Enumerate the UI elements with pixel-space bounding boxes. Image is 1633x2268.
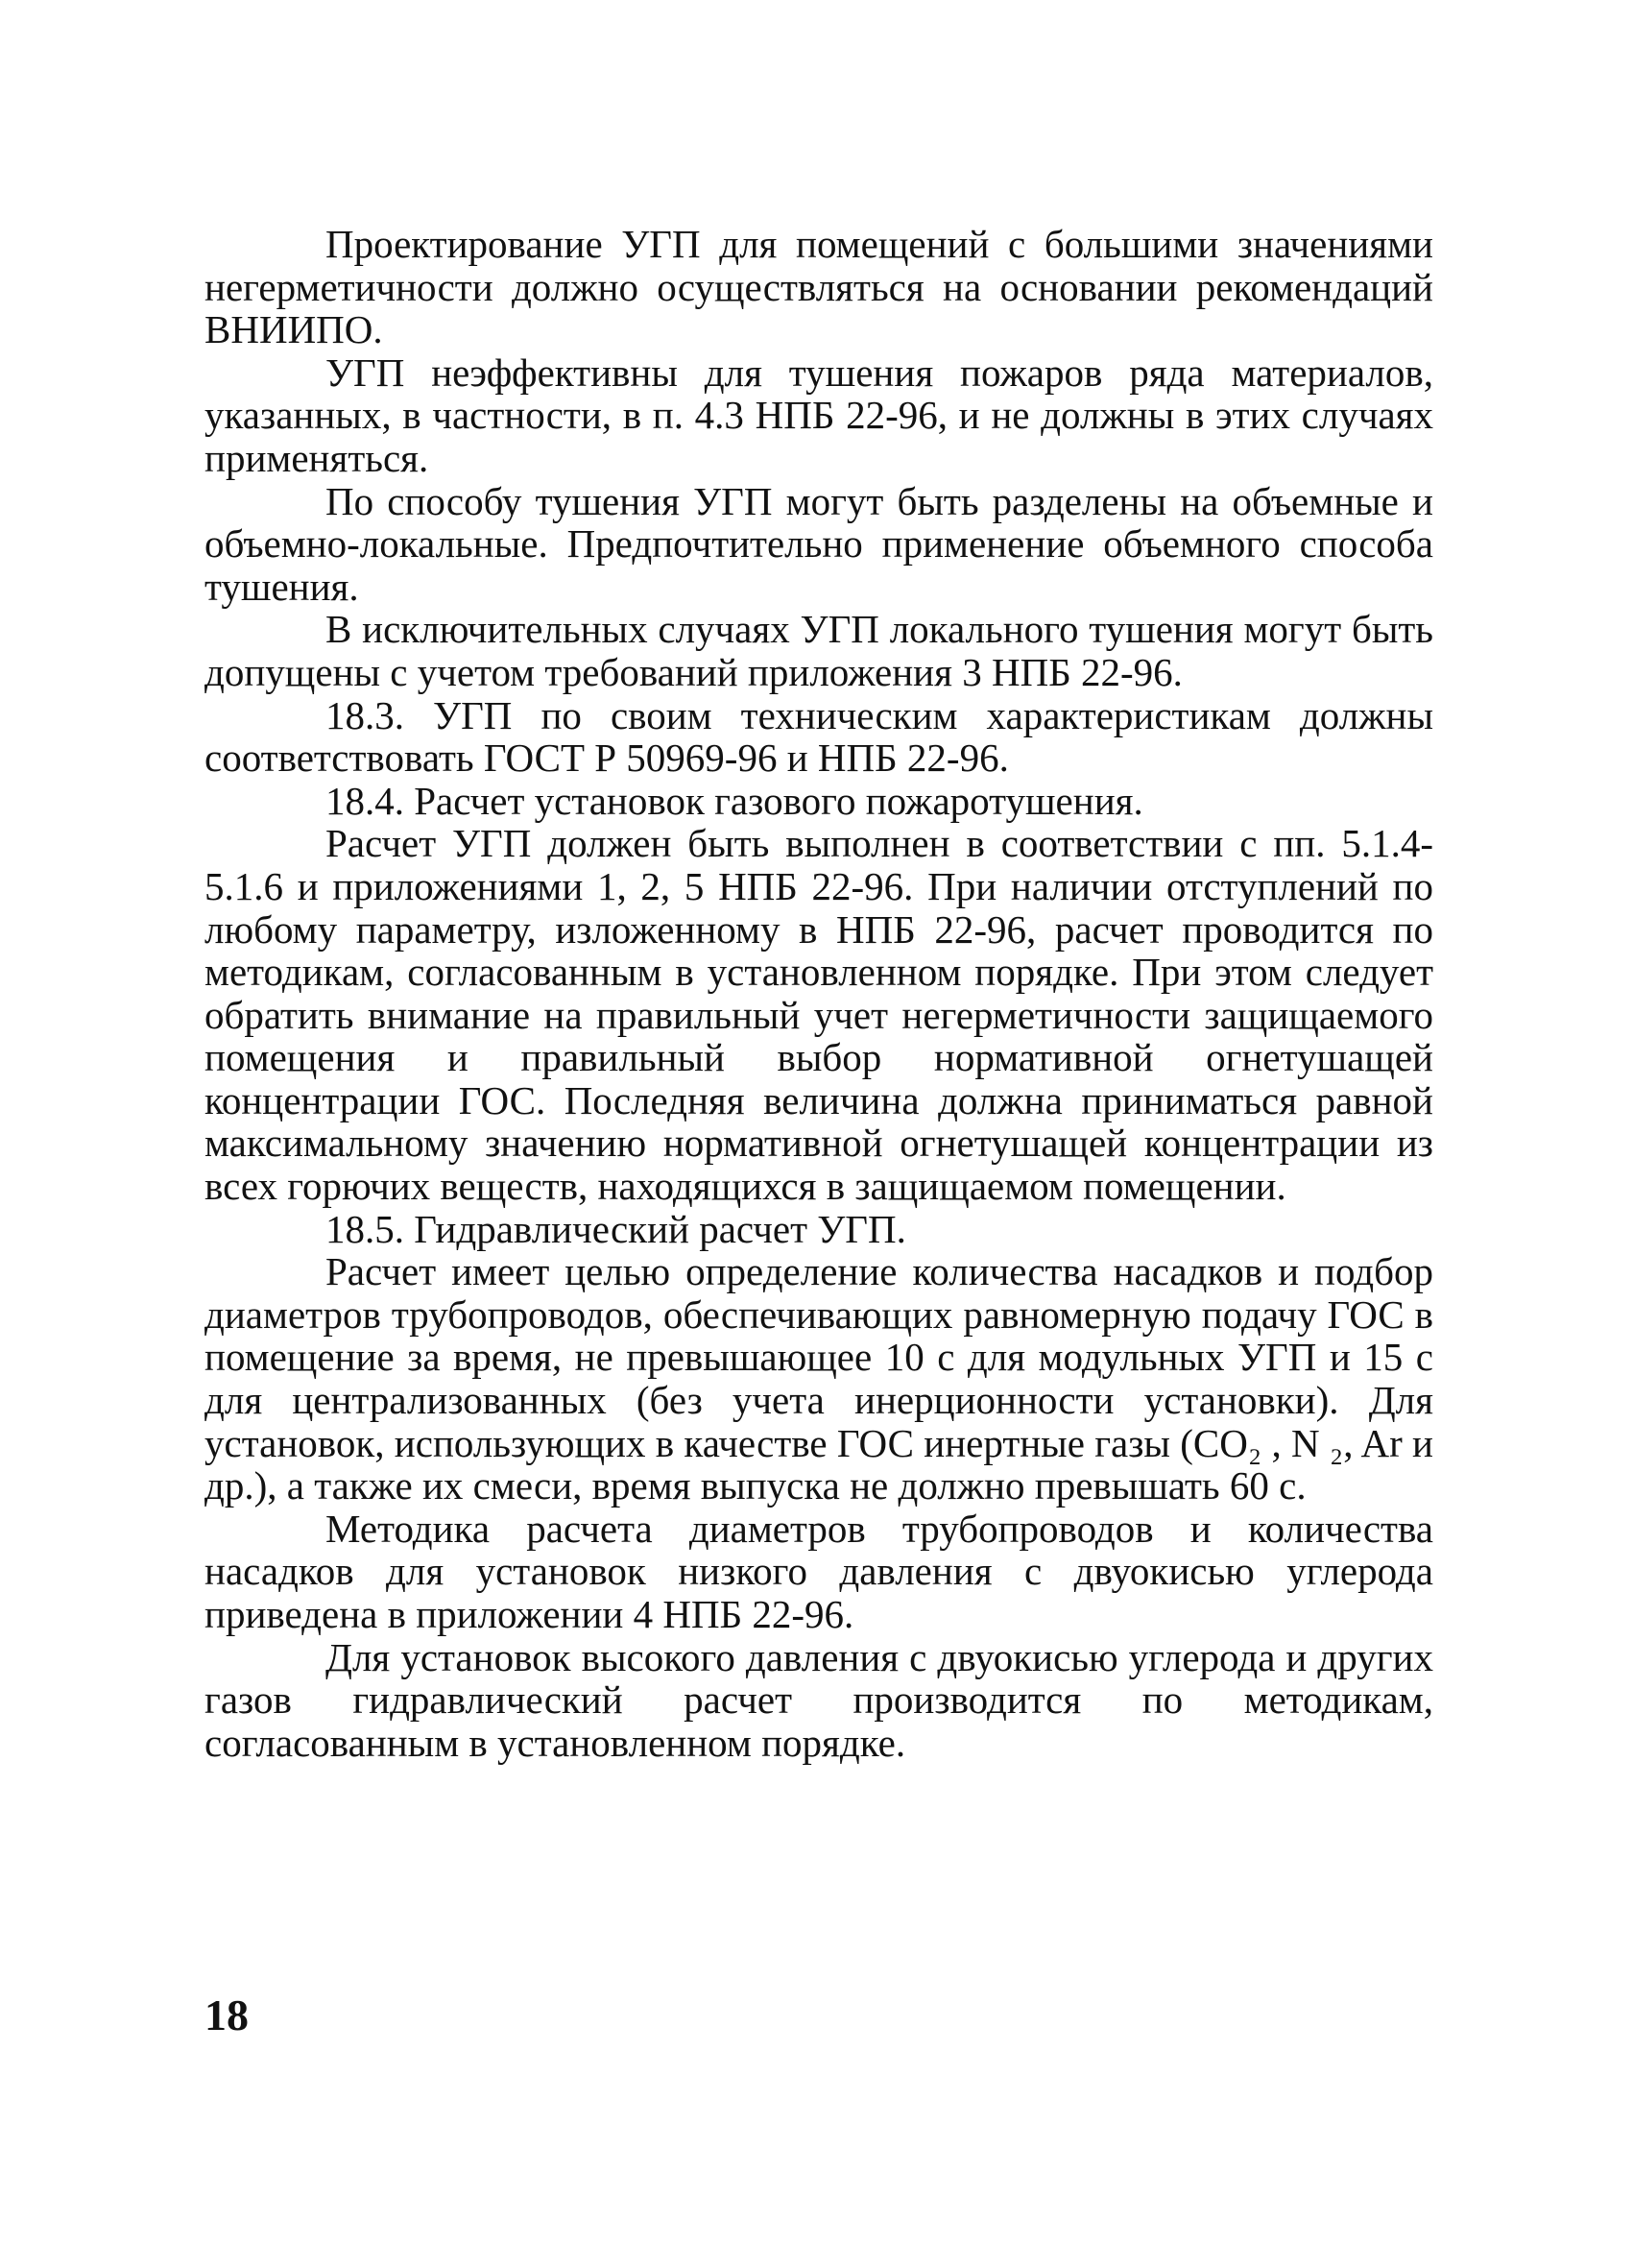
paragraph-text: Методика расчета диаметров трубопроводов и количества насадков для установок низкого давления с двуокисью углерода приведена в приложении 4 НПБ 22-96.: [204, 1506, 1433, 1636]
paragraph-text: Расчет УГП должен быть выполнен в соответствии с пп. 5.1.4-5.1.6 и приложениями 1, 2, 5 НПБ 22-96. При наличии отступлений по любому параметру, изложенному в НПБ 22-96, расчет проводится по методикам, согласованным в установленном порядке. При этом следует обратить внимание на правильный учет негерметичности защищаемого помещения и правильный выбор нормативной огнетушащей концентрации ГОС. Последняя величина должна приниматься равной максимальному значению нормативной огнетушащей концентрации из всех горючих веществ, находящихся в защищаемом помещении.: [204, 821, 1433, 1209]
paragraph-ineffective-materials: [204, 351, 1433, 480]
paragraph-high-pressure-method: [204, 1636, 1433, 1765]
paragraph-text: 18.4. Расчет установок газового пожаротушения.: [325, 778, 1143, 823]
paragraph-text: В исключительных случаях УГП локального тушения могут быть допущены с учетом требований приложения 3 НПБ 22-96.: [204, 607, 1433, 694]
paragraph-18-4: [204, 780, 1433, 823]
body-text: [204, 223, 1433, 1764]
paragraph-text: 18.3. УГП по своим техническим характеристикам должны соответствовать ГОСТ Р 50969-96 и НПБ 22-96.: [204, 692, 1433, 781]
paragraph-18-5: [204, 1208, 1433, 1251]
paragraph-text: Для установок высокого давления с двуокисью углерода и других газов гидравлический расчет производится по методикам, согласованным в установленном порядке.: [204, 1634, 1433, 1765]
paragraph-design-leakage: [204, 223, 1433, 351]
paragraph-local-extinguishing: [204, 608, 1433, 693]
paragraph-calculation: [204, 822, 1433, 1207]
paragraph-text: Расчет имеет целью определение количества насадков и подбор диаметров трубопроводов, обеспечивающих равномерную подачу ГОС в помещение за время, не превышающее 10 с для модульных УГП и 15 с для централизованных (без учета инерционности установки). Для установок, использующих в качестве ГОС инертные газы (CO₂ , N ₂, Ar и др.), а также их смеси, время выпуска не должно превышать 60 с.: [204, 1249, 1433, 1508]
paragraph-hydraulic-purpose: [204, 1250, 1433, 1508]
page-number: 18: [204, 1991, 249, 2039]
paragraph-text: По способу тушения УГП могут быть разделены на объемные и объемно-локальные. Предпочтительно применение объемного способа тушения.: [204, 478, 1433, 609]
paragraph-extinguishing-method: [204, 480, 1433, 609]
paragraph-text: Проектирование УГП для помещений с большими значениями негерметичности должно осуществляться на основании рекомендаций ВНИИПО.: [204, 222, 1433, 352]
paragraph-text: 18.5. Гидравлический расчет УГП.: [325, 1206, 906, 1251]
paragraph-18-3: [204, 694, 1433, 780]
paragraph-low-pressure-method: [204, 1508, 1433, 1636]
paragraph-text: УГП неэффективны для тушения пожаров ряда материалов, указанных, в частности, в п. 4.3 НПБ 22-96, и не должны в этих случаях применяться.: [204, 350, 1433, 480]
